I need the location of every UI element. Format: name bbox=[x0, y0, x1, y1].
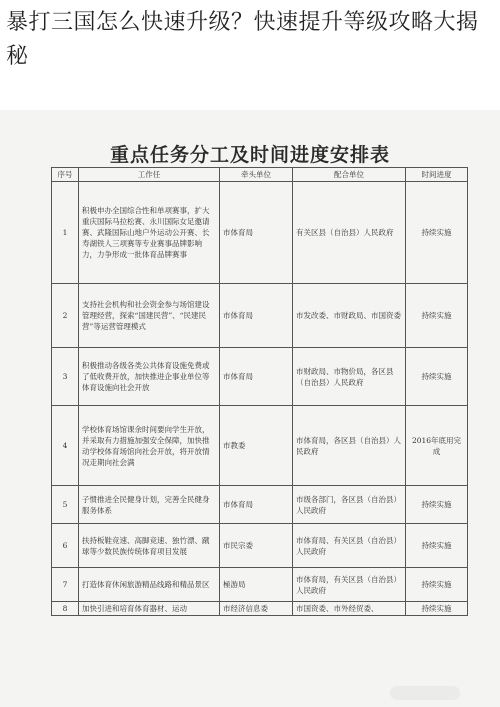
row-partner-unit: 市体育局，各区县（自治县）人民政府 bbox=[293, 406, 406, 486]
row-lead-unit: 極游局 bbox=[220, 568, 293, 602]
row-lead-unit: 市民宗委 bbox=[220, 524, 293, 568]
table-row bbox=[52, 524, 468, 568]
row-lead-unit: 市教委 bbox=[220, 406, 293, 486]
row-task: 扶持板鞋竞速、高脚竞速、独竹漂、蹴球等少数民族传统体育项目发展 bbox=[79, 524, 220, 568]
row-task: 学校体育场馆课余时间要向学生开放，并采取有力措施加强安全保障，加快推动学校体育场馆向社会开放，将开放情况走期向社会满 bbox=[79, 406, 220, 486]
row-task: 打造体育休闲旅游精品线路和精品景区 bbox=[79, 568, 220, 602]
row-progress: 持续实施 bbox=[406, 284, 468, 348]
row-progress: 2016年底用完成 bbox=[406, 406, 468, 486]
table-row bbox=[52, 182, 468, 284]
table-header-row bbox=[52, 168, 468, 182]
column-header-partner: 配合单位 bbox=[293, 168, 406, 182]
row-number: 2 bbox=[52, 284, 79, 348]
row-number: 5 bbox=[52, 486, 79, 524]
column-header-lead: 牵头单位 bbox=[220, 168, 293, 182]
document-title: 重点任务分工及时间进度安排表 bbox=[109, 144, 390, 166]
row-partner-unit: 市级各部门，各区县（自治县）人民政府 bbox=[293, 486, 406, 524]
row-progress: 持续实施 bbox=[406, 602, 468, 616]
row-partner-unit: 市国资委、市外经贸委、 bbox=[293, 602, 406, 616]
row-number: 1 bbox=[52, 182, 79, 284]
row-partner-unit: 市体育局、有关区县（自治县）人民政府 bbox=[293, 524, 406, 568]
row-progress: 持续实施 bbox=[406, 182, 468, 284]
row-number: 4 bbox=[52, 406, 79, 486]
row-lead-unit: 市体育局 bbox=[220, 486, 293, 524]
table-row bbox=[52, 568, 468, 602]
row-number: 7 bbox=[52, 568, 79, 602]
row-number: 8 bbox=[52, 602, 79, 616]
column-header-progress: 时间进度 bbox=[406, 168, 468, 182]
row-progress: 持续实施 bbox=[406, 524, 468, 568]
row-lead-unit: 市体育局 bbox=[220, 348, 293, 406]
row-number: 6 bbox=[52, 524, 79, 568]
task-schedule-table bbox=[51, 167, 468, 616]
row-task: 积极推动各级各类公共体育设施免费或了低收费开放，加快推进企事业单位等体育设施向社会开放 bbox=[79, 348, 220, 406]
table-row bbox=[52, 602, 468, 616]
watermark-blur bbox=[390, 686, 460, 700]
row-lead-unit: 市经济信息委 bbox=[220, 602, 293, 616]
row-task: 加快引进和培育体育器材、运动 bbox=[79, 602, 220, 616]
column-header-task: 工作任 bbox=[79, 168, 220, 182]
row-number: 3 bbox=[52, 348, 79, 406]
article-headline: 暴打三国怎么快速升级？快速提升等级攻略大揭秘 bbox=[6, 10, 479, 69]
row-lead-unit: 市体育局 bbox=[220, 182, 293, 284]
row-partner-unit: 有关区县（自治县）人民政府 bbox=[293, 182, 406, 284]
row-task: 支持社会机构和社会资金参与场馆建设管理经营，探索“国建民营”、“民建民营”等运营管理模式 bbox=[79, 284, 220, 348]
row-progress: 持续实施 bbox=[406, 486, 468, 524]
table-row bbox=[52, 284, 468, 348]
table-row bbox=[52, 486, 468, 524]
table-row bbox=[52, 406, 468, 486]
column-header-no: 序号 bbox=[52, 168, 79, 182]
row-task: 子惯推进全民健身计划，完善全民健身服务体系 bbox=[79, 486, 220, 524]
row-lead-unit: 市体育局 bbox=[220, 284, 293, 348]
row-progress: 持续实施 bbox=[406, 568, 468, 602]
row-progress: 持续实施 bbox=[406, 348, 468, 406]
row-partner-unit: 市财政局、市物价局，各区县（自治县）人民政府 bbox=[293, 348, 406, 406]
row-partner-unit: 市发改委、市财政局、市国资委 bbox=[293, 284, 406, 348]
row-partner-unit: 市体育局，有关区县（自治县）人民政府 bbox=[293, 568, 406, 602]
row-task: 积极申办全国综合性和单项赛事，扩大重庆国际马拉松赛、永川国际女足邀请赛、武隆国际山地户外运动公开赛、长寿湖铁人三项赛等专业赛事品牌影响力，力争形成一批体育品牌赛事 bbox=[79, 182, 220, 284]
table-row bbox=[52, 348, 468, 406]
